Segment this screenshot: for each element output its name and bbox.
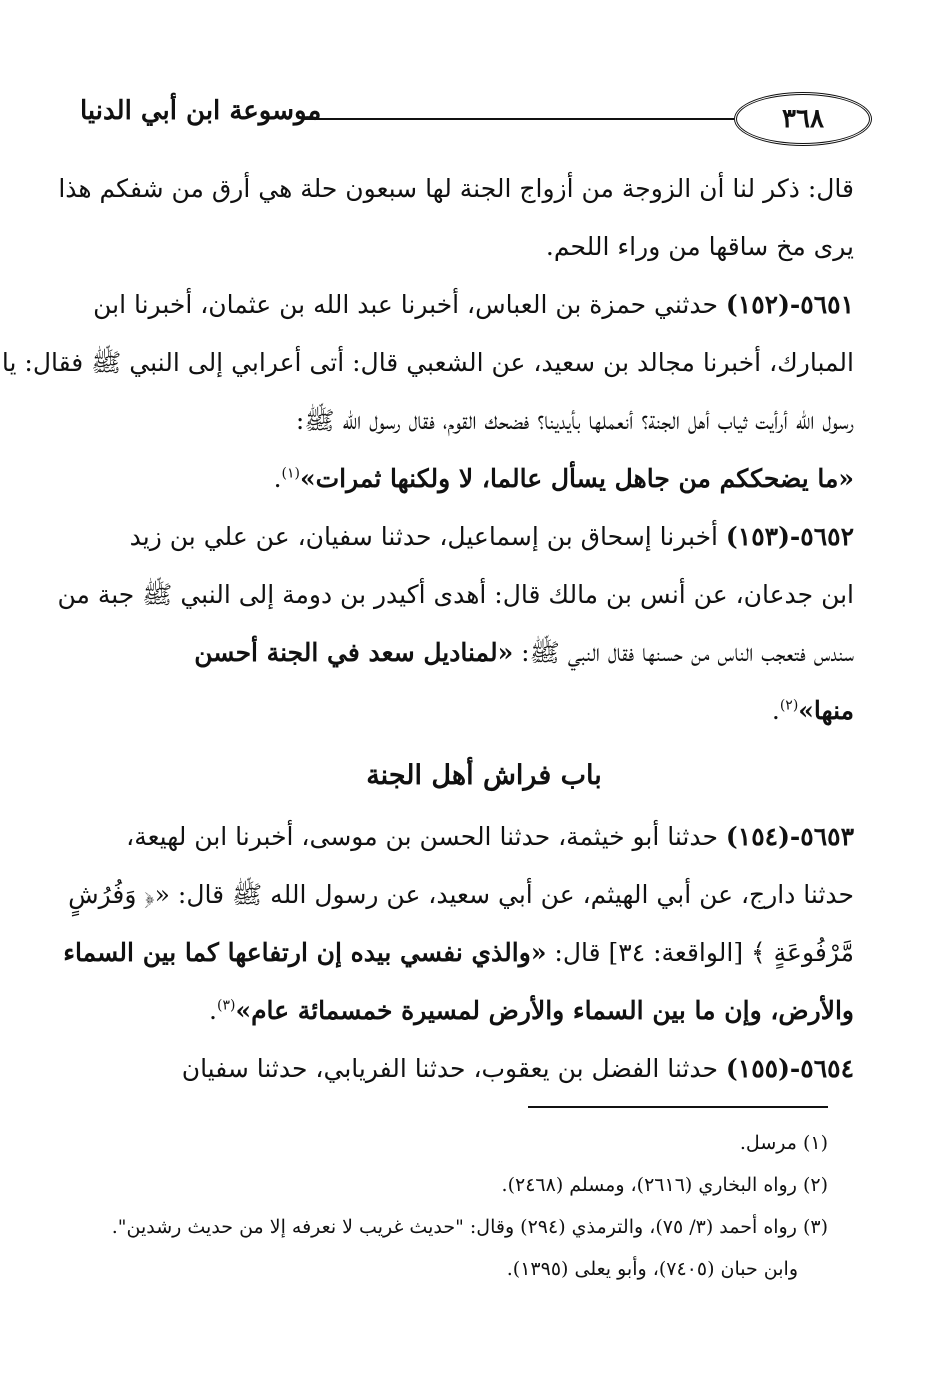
book-title: موسوعة ابن أبي الدنيا (80, 96, 322, 126)
footnote-ref: (٣) (216, 997, 236, 1014)
text-line: حدثنا أبو خيثمة، حدثنا الحسن بن موسى، أخبرنا ابن لهيعة، (126, 822, 726, 851)
hadith-5652 (114, 508, 854, 566)
hadith-5651 (93, 276, 854, 334)
text-line: منها»$^{(٢)}$. (771, 696, 854, 725)
text-line: «ما يضحككم من جاهل يسأل عالما، لا ولكنها ثمرات»$^{(١)}$. (273, 464, 854, 493)
main-text (1, 160, 854, 1098)
text-line: حدثنا الفضل بن يعقوب، حدثنا الفريابي، حدثنا سفيان (181, 1054, 726, 1083)
text-line (63, 924, 854, 982)
footnote-rule (528, 1106, 828, 1108)
section-heading: باب فراش أهل الجنة (366, 760, 602, 791)
footnote-ref: (١) (281, 465, 301, 482)
hadith-number: ٥٦٥٤-(١٥٥) (725, 1054, 854, 1083)
hadith-quote: «والذي نفسي بيده إن ارتفاعها كما بين السماء (63, 938, 547, 967)
page-number: ٣٦٨ (734, 92, 872, 146)
text-line: أخبرنا إسحاق بن إسماعيل، حدثنا سفيان، عن علي بن زيد (129, 522, 726, 551)
footnote-3-continued: وابن حبان (٧٤٠٥)، وأبو يعلى (١٣٩٥). (506, 1258, 798, 1280)
hadith-quote: منها» (798, 696, 854, 725)
footnote-ref: (٢) (779, 697, 799, 714)
page-header (80, 92, 872, 150)
hadith-quote: «ما يضحككم من جاهل يسأل عالما، لا ولكنها ثمرات» (300, 464, 854, 493)
hadith-quote: والأرض، وإن ما بين السماء والأرض لمسيرة خمسمائة عام» (235, 996, 854, 1025)
hadith-quote: «لمناديل سعد في الجنة أحسن (194, 638, 514, 667)
footnote-3: (٣) رواه أحمد (٣/ ٧٥)، والترمذي (٢٩٤) وقال: "حديث غريب لا نعرفه إلا من حديث رشدين". (111, 1216, 828, 1238)
text-line: قال: ذكر لنا أن الزوجة من أزواج الجنة لها سبعون حلة هي أرق من شفكم هذا (58, 174, 854, 203)
text-line (114, 624, 854, 682)
footnote-1: (١) مرسل. (739, 1132, 828, 1154)
text-line: حدثنا دارج، عن أبي الهيثم، عن أبي سعيد، عن رسول الله ﷺ قال: «﴿ وَفُرُشٍ (68, 880, 854, 909)
hadith-number: ٥٦٥٢-(١٥٣) (725, 522, 854, 551)
text-line: المبارك، أخبرنا مجالد بن سعيد، عن الشعبي قال: أتى أعرابي إلى النبي ﷺ فقال: يا (1, 348, 854, 377)
hadith-5654 (114, 1040, 854, 1098)
text-line: والأرض، وإن ما بين السماء والأرض لمسيرة خمسمائة عام»$^{(٣)}$. (209, 996, 854, 1025)
footnotes (108, 1122, 828, 1290)
text-line: رسول الله أرأيت ثياب أهل الجنة؟ أنعملها بأيدينا؟ فضحك القوم، فقال رسول الله ﷺ: (295, 406, 854, 435)
text-line: ابن جدعان، عن أنس بن مالك قال: أهدى أكيدر بن دومة إلى النبي ﷺ جبة من (57, 580, 854, 609)
hadith-5653 (114, 808, 854, 866)
hadith-number: ٥٦٥١-(١٥٢) (725, 290, 854, 319)
text-segment: سندس فتعجب الناس من حسنها فقال النبي ﷺ: (513, 638, 854, 667)
header-rule (304, 118, 734, 120)
text-segment: مَّرْفُوعَةٍ ﴾ [الواقعة: ٣٤] قال: (546, 938, 854, 967)
text-line: يرى مخ ساقها من وراء اللحم. (545, 232, 854, 261)
footnote-2: (٢) رواه البخاري (٢٦١٦)، ومسلم (٢٤٦٨). (501, 1174, 828, 1196)
text-line: حدثني حمزة بن العباس، أخبرنا عبد الله بن عثمان، أخبرنا ابن (93, 290, 726, 319)
hadith-number: ٥٦٥٣-(١٥٤) (725, 822, 854, 851)
